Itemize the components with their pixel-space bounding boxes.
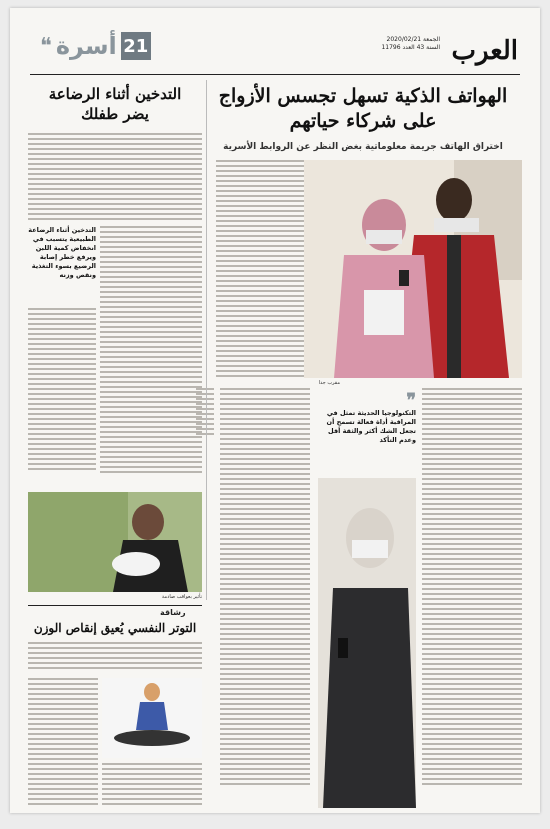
issue-line: السنة 43 العدد 11796 [381,44,440,51]
column-divider [206,80,207,600]
mother-baby-illustration [28,492,202,592]
pull-quote-icon: ❞ [406,390,416,411]
newspaper-logo: العرب [451,36,518,66]
page-number: 21 [121,32,151,60]
fitness-intro-text [28,642,202,672]
woman-phone-photo [318,478,416,808]
masthead-rule [30,74,520,75]
yoga-woman-illustration [102,678,202,758]
side-highlight-box: التدخين أثناء الرضاعة الطبيعية يتسبب في انخفاض كمية اللبن ويرفع خطر إصابة الرضيع بسوء التغذية ونقص وزنه [28,226,96,279]
date-line: الجمعة 2020/02/21 [386,36,440,43]
main-subheadline: اختراق الهاتف جريمة معلوماتية بغض النظر عن الروابط الأسرية [223,142,503,152]
pull-quote: ❞ التكنولوجيا الحديثة تمثل في المراقبة أداة فعالة تسمح أن تجعل الشك أكثر والثقة أقل وعدم التأكد [326,390,416,444]
fitness-text-column-2 [102,763,202,808]
yoga-photo [102,678,202,758]
breastfeeding-caption: تأثير بعواقب صادمة [161,594,202,600]
issue-meta [381,36,440,52]
main-text-column-3 [216,160,304,378]
fitness-headline: التوتر النفسي يُعيق إنقاص الوزن [33,621,197,635]
fitness-rule [28,605,202,606]
woman-phone-illustration [318,478,416,808]
section-header [40,32,151,60]
newspaper-page [10,8,540,813]
section-name: أسرة [55,32,117,60]
main-headline: الهواتف الذكية تسهل تجسس الأزواج على شركاء حياتهم [218,85,508,132]
fitness-label: رشاقة [160,608,186,617]
breastfeeding-photo [28,492,202,592]
side-headline: التدخين أثناء الرضاعة يضر طفلك [48,85,182,123]
side-text-column-2 [28,308,96,488]
fitness-text-column-1 [28,678,98,808]
main-text-column-1 [422,388,522,808]
side-text-column-1 [100,226,202,486]
side-intro-text [28,133,202,223]
quote-mark-icon: ❝ [40,33,52,59]
main-photo [304,160,522,378]
main-photo-caption: مقرب جدا [318,380,340,386]
main-text-column-2 [220,388,310,808]
couple-photo-illustration [304,160,522,378]
